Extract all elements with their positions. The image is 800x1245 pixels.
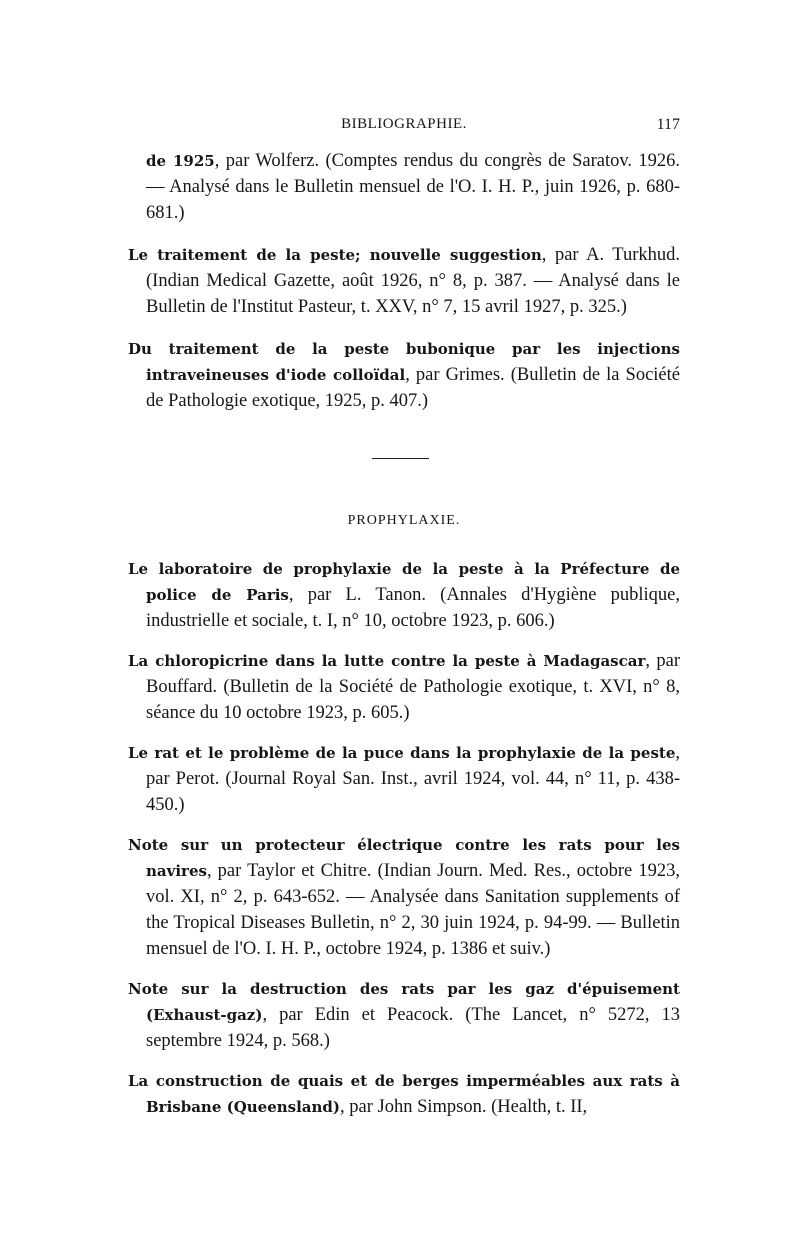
- bibliography-entry: [128, 336, 680, 414]
- entries-top: [128, 148, 680, 414]
- running-title: BIBLIOGRAPHIE.: [341, 116, 467, 132]
- entry-title: Du traitement de la peste bubonique par les injections intraveineuses d'iode colloïdal: [128, 340, 680, 384]
- bibliography-entry: [128, 1068, 680, 1120]
- entry-title: La chloropicrine dans la lutte contre la peste à Madagascar: [128, 652, 646, 670]
- entry-text: , par Grimes. (Bulletin de la Société de Pathologie exotique, 1925, p. 407.): [146, 365, 680, 411]
- section-divider: [372, 458, 429, 459]
- entry-text: , par Wolferz. (Comptes rendus du congrès de Saratov. 1926. — Analysé dans le Bulletin mensuel de l'O. I. H. P., juin 1926, p. 680-681.): [146, 151, 680, 223]
- entry-title: Le laboratoire de prophylaxie de la peste à la Préfecture de police de Paris: [128, 560, 680, 604]
- entries-prophylaxie: [128, 556, 680, 1120]
- entry-text: , par Bouffard. (Bulletin de la Société de Pathologie exotique, t. XVI, n° 8, séance du 10 octobre 1923, p. 605.): [146, 651, 680, 723]
- bibliography-entry: [128, 740, 680, 818]
- entry-text: , par A. Turkhud. (Indian Medical Gazette, août 1926, n° 8, p. 387. — Analysé dans le Bulletin de l'Institut Pasteur, t. XXV, n° 7, 15 avril 1927, p. 325.): [146, 245, 680, 317]
- page-number: 117: [656, 116, 680, 133]
- bibliography-entry: [128, 242, 680, 320]
- entry-title: La construction de quais et de berges imperméables aux rats à Brisbane (Queensland): [128, 1072, 680, 1116]
- bibliography-entry: [128, 648, 680, 726]
- entry-text: , par John Simpson. (Health, t. II,: [340, 1097, 588, 1117]
- entry-text: , par Taylor et Chitre. (Indian Journ. Med. Res., octobre 1923, vol. XI, n° 2, p. 643-652. — Analysée dans Sanitation supplements of the Tropical Diseases Bulletin, n° 2, 30 juin 1924, p. 94-99. — Bulletin mensuel de l'O. I. H. P., octobre 1924, p. 1386 et suiv.): [146, 861, 680, 959]
- entry-text: , par Edin et Peacock. (The Lancet, n° 5272, 13 septembre 1924, p. 568.): [146, 1005, 680, 1051]
- page-header: [128, 116, 680, 140]
- entry-title: Le rat et le problème de la puce dans la prophylaxie de la peste: [128, 744, 676, 762]
- section-heading: PROPHYLAXIE.: [347, 513, 461, 528]
- entry-title: de 1925: [146, 152, 215, 170]
- continued-entry: [128, 148, 680, 226]
- entry-title: Note sur la destruction des rats par les gaz d'épuisement (Exhaust-gaz): [128, 980, 680, 1024]
- entry-title: Le traitement de la peste; nouvelle suggestion: [128, 246, 542, 264]
- bibliography-entry: [128, 556, 680, 634]
- entry-text: , par L. Tanon. (Annales d'Hygiène publique, industrielle et sociale, t. I, n° 10, octobre 1923, p. 606.): [146, 585, 681, 631]
- entry-text: , par Perot. (Journal Royal San. Inst., avril 1924, vol. 44, n° 11, p. 438-450.): [146, 743, 680, 815]
- entry-title: Note sur un protecteur électrique contre les rats pour les navires: [128, 836, 680, 880]
- bibliography-entry: [128, 832, 680, 962]
- bibliography-entry: [128, 976, 680, 1054]
